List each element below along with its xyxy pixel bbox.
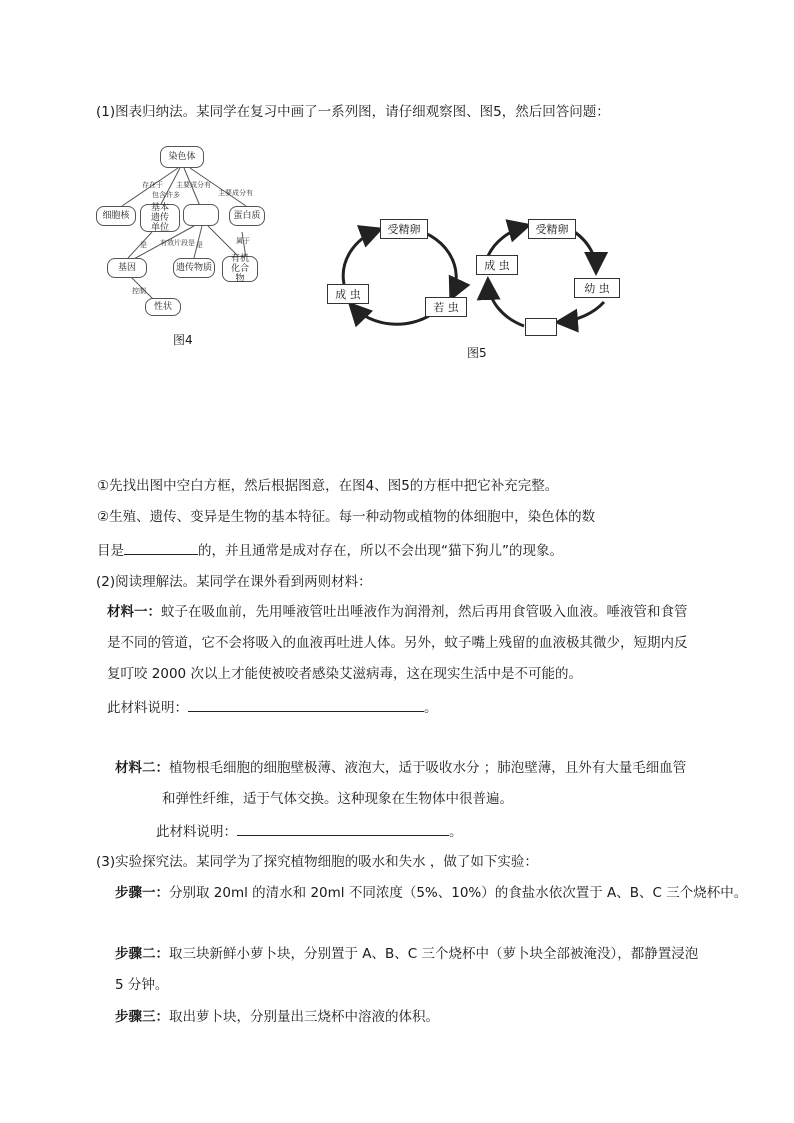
edge-contains-many: 包含许多 <box>152 191 180 199</box>
cycle2-adult: 成 虫 <box>476 255 518 275</box>
material-1-period: 。 <box>424 700 438 716</box>
answer-blank-material-1[interactable] <box>188 697 424 712</box>
edge-belongs: 属于 <box>236 237 250 245</box>
node-genetic-material: 遗传物质 <box>173 258 215 278</box>
q1-item-2-line-1: ②生殖、遗传、变异是生物的基本特征。每一种动物或植物的体细胞中，染色体的数 <box>97 509 596 525</box>
q3-intro: (3)实验探究法。某同学为了探究植物细胞的吸水和失水 ，做了如下实验： <box>96 854 538 870</box>
material-2-line-2: 和弹性纤维，适于气体交换。这种现象在生物体中很普遍。 <box>162 791 513 807</box>
q1-item-2-prefix: 目是 <box>97 543 124 559</box>
edge-exists-in: 存在于 <box>142 181 163 189</box>
cycle1-adult: 成 虫 <box>327 284 369 304</box>
answer-blank-material-2[interactable] <box>237 821 449 836</box>
material-1-explain-label: 此材料说明： <box>107 700 188 716</box>
material-1-text-1: 蚊子在吸血前，先用唾液管吐出唾液作为润滑剂，然后再用食管吸入血液。唾液管和食管 <box>161 604 688 620</box>
edge-controls: 控制 <box>132 287 146 295</box>
node-gene: 基因 <box>107 258 147 278</box>
step-2-line-2: 5 分钟。 <box>115 977 169 993</box>
cycle1-zygote: 受精卵 <box>380 219 428 239</box>
answer-blank-chromosome-number[interactable] <box>124 540 198 555</box>
node-organic: 有机化合物 <box>222 256 258 282</box>
step-2-label: 步骤二： <box>115 946 169 962</box>
step-1-label: 步骤一： <box>115 885 169 901</box>
material-2-line-1 <box>115 759 686 777</box>
node-gene-unit: 基本遗传单位 <box>140 204 180 232</box>
material-1-line-2: 是不同的管道，它不会将吸入的血液再吐进人体。另外，蚊子嘴上残留的血液极其微少，短期内反 <box>107 635 688 651</box>
step-2 <box>115 945 698 963</box>
material-2-explain-label: 此材料说明： <box>156 824 237 840</box>
node-nucleus: 细胞核 <box>96 206 136 226</box>
node-blank-box[interactable] <box>183 204 219 226</box>
step-2-text: 取三块新鲜小萝卜块，分别置于 A、B、C 三个烧杯中（萝卜块全部被淹没），都静置浸泡 <box>169 946 699 962</box>
edge-is-1: 是 <box>140 241 147 249</box>
edge-main-comp-2: 主要成分有 <box>218 189 253 197</box>
material-2-period: 。 <box>449 824 463 840</box>
material-1-line-1 <box>107 603 688 621</box>
q1-intro: (1)图表归纳法。某同学在复习中画了一系列图，请仔细观察图、图5，然后回答问题： <box>96 104 610 120</box>
edge-is-2: 是 <box>196 241 203 249</box>
cycle2-zygote: 受精卵 <box>528 219 576 239</box>
q2-intro: (2)阅读理解法。某同学在课外看到两则材料： <box>96 574 372 590</box>
step-1-text: 分别取 20ml 的清水和 20ml 不同浓度（5%、10%）的食盐水依次置于 A、B、C 三个烧杯中。 <box>169 885 748 901</box>
q1-item-2-line-2 <box>97 540 563 560</box>
q1-item-1: ①先找出图中空白方框，然后根据图意，在图4、图5的方框中把它补充完整。 <box>97 478 559 494</box>
material-1-label: 材料一： <box>107 604 161 620</box>
node-chromosome: 染色体 <box>160 146 204 168</box>
cycle2-blank-box[interactable] <box>525 318 557 336</box>
edge-main-comp-1: 主要成分有 <box>176 181 211 189</box>
figure-5-caption: 图5 <box>467 346 487 360</box>
material-1-line-3: 复叮咬 2000 次以上才能使被咬者感染艾滋病毒，这在现实生活中是不可能的。 <box>107 666 582 682</box>
material-2-label: 材料二： <box>115 760 169 776</box>
material-1-explain <box>107 697 438 717</box>
step-1 <box>115 884 747 902</box>
figure-4-caption: 图4 <box>173 333 193 347</box>
material-2-explain <box>156 821 463 841</box>
q1-item-2-suffix: 的，并且通常是成对存在，所以不会出现“猫下狗儿”的现象。 <box>198 543 563 559</box>
cycle2-larva: 幼 虫 <box>574 278 620 298</box>
step-3-label: 步骤三： <box>115 1009 169 1025</box>
step-3-text: 取出萝卜块，分别量出三烧杯中溶液的体积。 <box>169 1009 439 1025</box>
step-3 <box>115 1008 439 1026</box>
cycle1-nymph: 若 虫 <box>425 297 467 317</box>
material-2-text-1: 植物根毛细胞的细胞壁极薄、液泡大，适于吸收水分 ；肺泡壁薄，且外有大量毛细血管 <box>169 760 687 776</box>
node-trait: 性状 <box>145 298 181 316</box>
figure-5-cycle-arrows <box>320 210 630 340</box>
edge-effective-segment: 有效片段是 <box>160 239 195 247</box>
node-protein: 蛋白质 <box>229 206 265 226</box>
